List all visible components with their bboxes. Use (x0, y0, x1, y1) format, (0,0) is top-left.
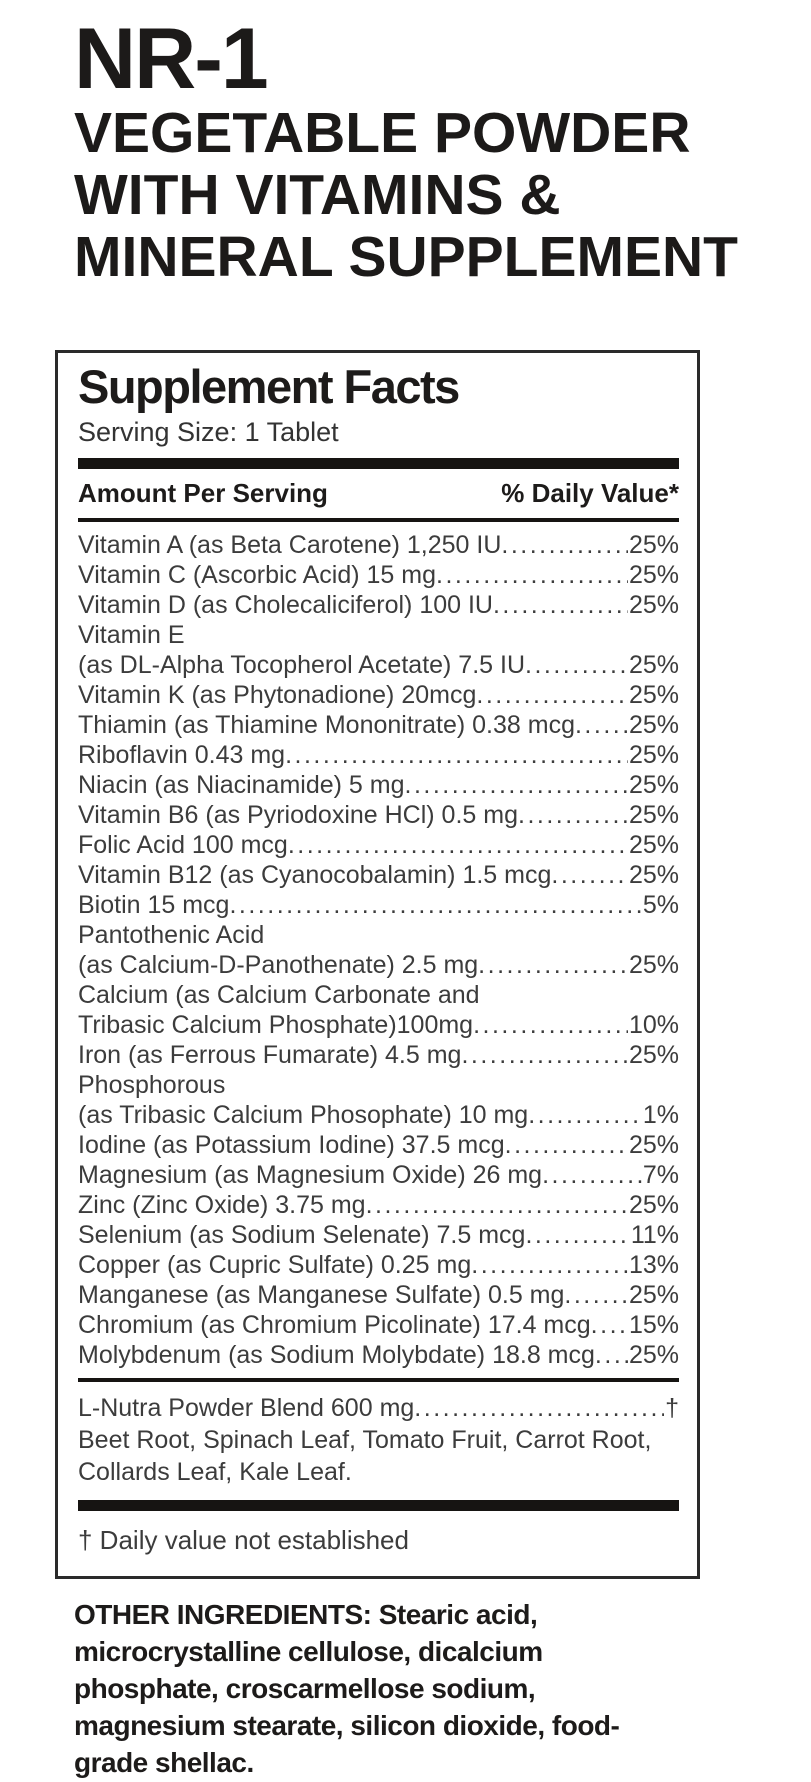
nutrient-row-label: Copper (as Cupric Sulfate) 0.25 mg (78, 1250, 472, 1279)
dot-leader (493, 590, 628, 620)
nutrient-row-value: 5% (642, 890, 679, 919)
blend-section (78, 1382, 679, 1500)
nutrient-row-value: 25% (628, 1190, 679, 1219)
nutrient-row-label: Iron (as Ferrous Fumarate) 4.5 mg (78, 1040, 462, 1069)
product-title-block (74, 11, 794, 290)
nutrient-row-label: Magnesium (as Magnesium Oxide) 26 mg (78, 1160, 543, 1189)
dot-leader (505, 1130, 628, 1160)
dot-leader (229, 890, 641, 920)
dot-leader (525, 650, 628, 680)
nutrient-row-label: Iodine (as Potassium Iodine) 37.5 mcg (78, 1130, 505, 1159)
column-amount-per-serving: Amount Per Serving (78, 477, 328, 508)
nutrient-row-label: Pantothenic Acid (78, 920, 265, 949)
nutrient-row (78, 1280, 679, 1310)
dot-leader (501, 530, 628, 560)
dot-leader (528, 1100, 642, 1130)
nutrient-row-label: Vitamin D (as Cholecaliciferol) 100 IU (78, 590, 493, 619)
nutrient-row-value: 25% (628, 710, 679, 739)
nutrient-row-value: 25% (628, 1280, 679, 1309)
dot-leader (473, 1010, 628, 1040)
dot-leader (564, 1280, 628, 1310)
dot-leader (575, 710, 628, 740)
nutrient-row (78, 860, 679, 890)
other-ingredients-text: Stearic acid, microcrystalline cellulose, dicalcium phosphate, croscarmellose sodium, magnesium stearate, silicon dioxide, food-grade shellac. (74, 1599, 620, 1778)
nutrient-row (78, 620, 679, 650)
nutrient-row-label: Phosphorous (78, 1070, 226, 1099)
nutrient-row (78, 650, 679, 680)
nutrient-row-label: Manganese (as Manganese Sulfate) 0.5 mg (78, 1280, 565, 1309)
nutrient-row-value: 25% (628, 560, 679, 589)
nutrient-row-label: (as Tribasic Calcium Phosophate) 10 mg (78, 1100, 529, 1129)
other-ingredients-label: OTHER INGREDIENTS: (74, 1599, 372, 1630)
nutrient-row-label: Riboflavin 0.43 mg (78, 740, 286, 769)
nutrient-row (78, 1160, 679, 1190)
nutrient-row (78, 1250, 679, 1280)
dot-leader (478, 950, 628, 980)
nutrient-row (78, 1130, 679, 1160)
nutrient-row-label: Calcium (as Calcium Carbonate and (78, 980, 480, 1009)
blend-row (78, 1456, 679, 1488)
blend-row (78, 1424, 679, 1456)
nutrient-row-label: Molybdenum (as Sodium Molybdate) 18.8 mcg (78, 1340, 595, 1369)
nutrient-row-label: Selenium (as Sodium Selenate) 7.5 mcg (78, 1220, 526, 1249)
dot-leader (518, 800, 628, 830)
product-subtitle-line-1: VEGETABLE POWDER (74, 101, 691, 165)
nutrient-row (78, 560, 679, 590)
nutrient-row-value: 25% (628, 1340, 679, 1369)
nutrient-row-value: 25% (628, 950, 679, 979)
nutrient-row-value: 13% (628, 1250, 679, 1279)
column-daily-value: % Daily Value* (501, 477, 679, 508)
dot-leader (525, 1220, 629, 1250)
dot-leader (476, 680, 628, 710)
nutrient-row-label: Vitamin A (as Beta Carotene) 1,250 IU (78, 530, 502, 559)
nutrient-row-value: 25% (628, 590, 679, 619)
dot-leader (595, 1340, 628, 1370)
column-header-row (78, 469, 679, 518)
nutrient-row (78, 680, 679, 710)
nutrient-row (78, 1010, 679, 1040)
dot-leader (366, 1190, 628, 1220)
nutrient-row-value: 25% (628, 830, 679, 859)
dot-leader (285, 740, 628, 770)
nutrient-row (78, 710, 679, 740)
dot-leader (471, 1250, 628, 1280)
nutrient-row-value: 1% (642, 1100, 679, 1129)
nutrient-row-value: 7% (642, 1160, 679, 1189)
divider-thick-bottom (78, 1500, 679, 1511)
nutrient-row-label: Biotin 15 mcg (78, 890, 230, 919)
nutrient-row-value: 25% (628, 650, 679, 679)
dot-leader (288, 830, 628, 860)
nutrient-row-label: Vitamin B6 (as Pyriodoxine HCl) 0.5 mg (78, 800, 518, 829)
nutrient-row (78, 1100, 679, 1130)
blend-row-label: L-Nutra Powder Blend 600 mg (78, 1393, 415, 1422)
nutrient-row (78, 1190, 679, 1220)
nutrient-row (78, 890, 679, 920)
nutrient-row-value: 25% (628, 770, 679, 799)
blend-row-value: † (665, 1393, 679, 1422)
nutrient-row-label: Vitamin B12 (as Cyanocobalamin) 1.5 mcg (78, 860, 552, 889)
nutrient-row-label: Thiamin (as Thiamine Mononitrate) 0.38 mcg (78, 710, 575, 739)
dot-leader (551, 860, 628, 890)
nutrient-row-value: 25% (628, 1130, 679, 1159)
nutrient-row-label: Vitamin E (78, 620, 185, 649)
nutrient-row-label: Chromium (as Chromium Picolinate) 17.4 mcg (78, 1310, 591, 1339)
nutrient-row (78, 980, 679, 1010)
nutrient-row (78, 830, 679, 860)
dot-leader (542, 1160, 642, 1190)
product-subtitle-line-3: MINERAL SUPPLEMENT (74, 225, 738, 290)
nutrient-row-label: Vitamin C (Ascorbic Acid) 15 mg (78, 560, 436, 589)
dot-leader (591, 1310, 628, 1340)
dot-leader (436, 560, 628, 590)
dot-leader (461, 1040, 627, 1070)
nutrient-row-value: 25% (628, 860, 679, 889)
nutrient-row-label: Niacin (as Niacinamide) 5 mg (78, 770, 405, 799)
nutrient-row (78, 920, 679, 950)
nutrient-row (78, 1220, 679, 1250)
dot-leader (414, 1392, 664, 1424)
nutrient-row-label: Vitamin K (as Phytonadione) 20mcg (78, 680, 477, 709)
daily-value-footnote: † Daily value not established (78, 1524, 409, 1555)
nutrient-row-value: 25% (628, 740, 679, 769)
nutrient-row-label: (as DL-Alpha Tocopherol Acetate) 7.5 IU (78, 650, 526, 679)
product-name: NR-1 (74, 11, 267, 107)
nutrient-row-value: 10% (628, 1010, 679, 1039)
blend-row-label: Beet Root, Spinach Leaf, Tomato Fruit, Carrot Root, (78, 1425, 652, 1454)
serving-size: Serving Size: 1 Tablet (78, 416, 339, 447)
nutrient-row (78, 770, 679, 800)
nutrient-list (78, 522, 679, 1378)
nutrient-row-label: (as Calcium-D-Panothenate) 2.5 mg (78, 950, 479, 979)
dot-leader (405, 770, 628, 800)
supplement-facts-panel (55, 350, 700, 1579)
blend-row-label: Collards Leaf, Kale Leaf. (78, 1457, 352, 1486)
other-ingredients (74, 1597, 664, 1782)
nutrient-row-value: 11% (630, 1220, 679, 1249)
nutrient-row (78, 950, 679, 980)
nutrient-row-label: Tribasic Calcium Phosphate)100mg (78, 1010, 474, 1039)
blend-row (78, 1392, 679, 1424)
divider-thick-top (78, 458, 679, 469)
nutrient-row (78, 740, 679, 770)
nutrient-row-label: Folic Acid 100 mcg (78, 830, 288, 859)
nutrient-row (78, 590, 679, 620)
nutrient-row-value: 15% (628, 1310, 679, 1339)
product-subtitle-line-2: WITH VITAMINS & (74, 163, 561, 228)
nutrient-row (78, 1310, 679, 1340)
nutrient-row-label: Zinc (Zinc Oxide) 3.75 mg (78, 1190, 366, 1219)
supplement-facts-title: Supplement Facts (78, 360, 459, 413)
nutrient-row (78, 1340, 679, 1370)
nutrient-row (78, 1070, 679, 1100)
nutrient-row-value: 25% (628, 800, 679, 829)
nutrient-row-value: 25% (628, 680, 679, 709)
nutrient-row (78, 1040, 679, 1070)
nutrient-row (78, 800, 679, 830)
nutrient-row (78, 530, 679, 560)
nutrient-row-value: 25% (628, 1040, 679, 1069)
nutrient-row-value: 25% (628, 530, 679, 559)
